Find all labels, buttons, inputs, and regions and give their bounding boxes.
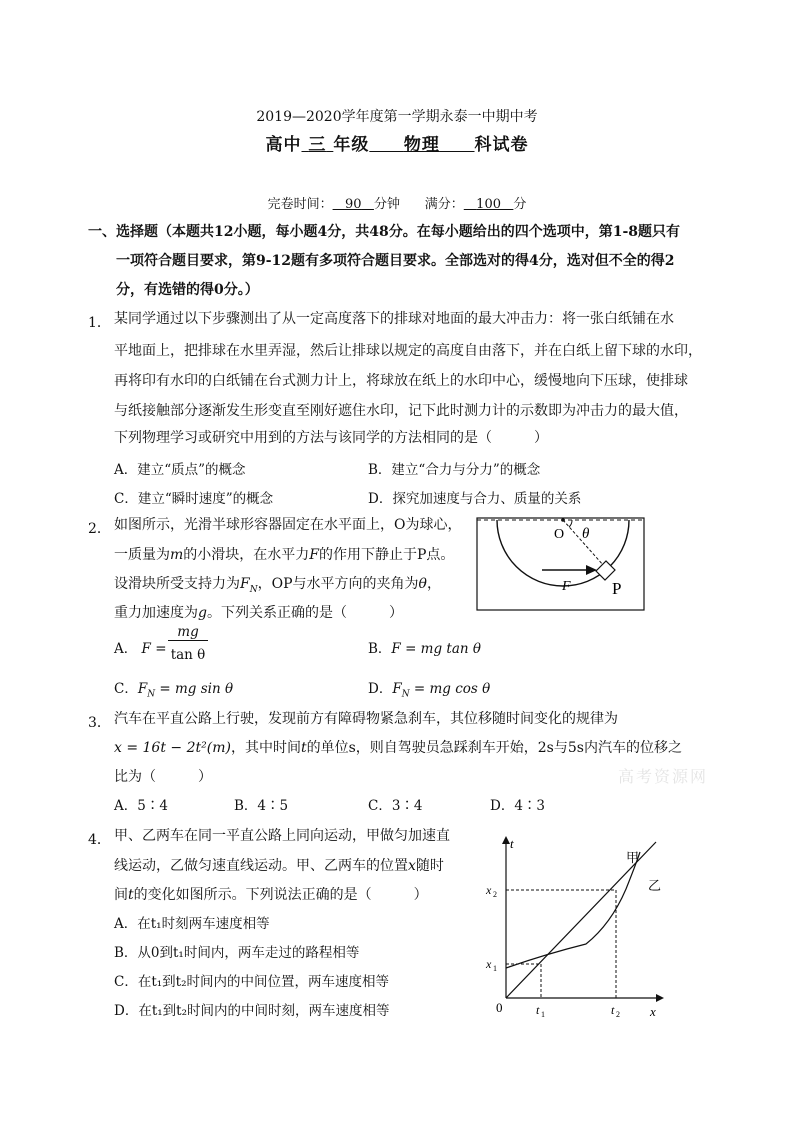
- q2-theta-symbol: θ: [418, 576, 427, 592]
- q2-c-sub: N: [147, 689, 156, 700]
- time-value: 90: [344, 197, 362, 212]
- q1-line5: 下列物理学习或研究中用到的方法与该同学的方法相同的是（ ）: [114, 430, 548, 446]
- title-prefix: 高中: [265, 135, 302, 155]
- q3-line2-a: ，其中时间: [230, 740, 301, 756]
- q4-line1: 甲、乙两车在同一平直公路上同向运动，甲做匀加速直: [114, 828, 450, 844]
- q1-option-b: B．建立“合力与分力”的概念: [368, 462, 541, 478]
- q2-c-fn: F: [137, 681, 148, 697]
- q4-line-yi: [506, 842, 656, 998]
- q2-d-rest: = mg cos θ: [409, 681, 491, 697]
- q2-fig-f-label: F: [562, 579, 571, 594]
- q4-x2-label: x: [486, 883, 492, 897]
- q4-curve-jia: [506, 852, 640, 968]
- q4-line3-a: 间: [114, 887, 128, 903]
- q2-a-label: A．: [114, 641, 138, 657]
- q4-x2-sub: 2: [493, 890, 497, 899]
- q4-xt-graph: [476, 834, 676, 1028]
- q2-a-lhs: F: [141, 641, 151, 657]
- q1-option-c: C．建立“瞬时速度”的概念: [114, 491, 274, 507]
- q4-yi-label: 乙: [648, 878, 662, 893]
- q2-option-c: [114, 677, 233, 700]
- q2-d-fn: F: [392, 681, 402, 697]
- q3-option-c: C．3∶4: [368, 798, 423, 814]
- q1-option-a: A．建立“质点”的概念: [114, 462, 246, 478]
- q2-c-rest: = mg sin θ: [155, 681, 234, 697]
- q3-option-d: D．4∶3: [490, 798, 546, 814]
- q4-line2-a: 线运动，乙做匀速直线运动。甲、乙两车的位置: [114, 858, 408, 874]
- q4-line3-b: 的变化如图所示。下列说法正确的是（ ）: [133, 887, 428, 903]
- score-unit: 分: [513, 197, 527, 212]
- time-label: 完卷时间：: [267, 197, 333, 212]
- subject-value: 物理: [403, 135, 440, 155]
- grade-value: 三: [308, 135, 327, 155]
- q4-jia-label: 甲: [626, 850, 640, 865]
- q2-fn-symbol: F: [240, 576, 250, 592]
- q3-number: 3．: [88, 715, 111, 731]
- q4-number: 4．: [88, 832, 111, 848]
- q2-force-symbol: F: [309, 547, 319, 563]
- q4-x-symbol: x: [408, 858, 416, 874]
- q4-option-b: B．从0到t₁时间内，两车走过的路程相等: [114, 945, 360, 961]
- q1-line1: 某同学通过以下步骤测出了从一定高度落下的排球对地面的最大冲击力：将一张白纸铺在水: [114, 311, 674, 327]
- q1-line2: 平地面上，把排球在水里弄湿，然后让排球以规定的高度自由落下，并在白纸上留下球的水印，: [114, 343, 702, 359]
- q2-line3-c: ，: [426, 576, 441, 592]
- q2-line4-b: 。下列关系正确的是（ ）: [206, 605, 403, 621]
- q4-t-axis-label: x: [650, 1004, 656, 1019]
- q3-t-symbol: t: [300, 740, 307, 756]
- school-line: 2019—2020学年度第一学期永泰一中期中考: [256, 109, 538, 125]
- q4-t2-sub: 2: [616, 1010, 620, 1019]
- q4-t2-label: t: [611, 1003, 615, 1017]
- q2-line4: [114, 599, 403, 628]
- q2-option-b: [368, 637, 481, 657]
- q2-mass-symbol: m: [170, 547, 184, 563]
- q3-line2: [114, 734, 724, 763]
- q2-line4-a: 重力加速度为: [114, 605, 198, 621]
- q4-x1-sub: 1: [493, 964, 497, 973]
- exam-title: [0, 130, 794, 155]
- q2-c-label: C．: [114, 681, 138, 697]
- q4-line2-b: 随时: [415, 858, 444, 874]
- q2-fig-theta-label: θ: [582, 526, 590, 542]
- score-label: 满分：: [424, 197, 464, 212]
- q2-option-a: A． F =: [114, 641, 167, 657]
- q4-t1-label: t: [536, 1003, 540, 1017]
- score-value: 100: [476, 197, 501, 212]
- q2-d-label: D．: [368, 681, 393, 697]
- q3-line1: 汽车在平直公路上行驶，发现前方有障碍物紧急刹车，其位移随时间变化的规律为: [114, 711, 618, 727]
- q2-a-denominator: tan θ: [170, 647, 206, 663]
- q2-fig-p-label: P: [612, 579, 622, 598]
- q2-line2-a: 一质量为: [114, 547, 170, 563]
- watermark: 高考资源网: [618, 767, 709, 786]
- q2-b-label: B．: [368, 641, 392, 657]
- q2-d-sub: N: [401, 689, 410, 700]
- q3-option-b: B．4∶5: [234, 798, 289, 814]
- q4-origin-label: 0: [496, 1000, 503, 1015]
- q1-line4: 与纸接触部分逐渐发生形变直至刚好遮住水印，记下此时测力计的示数即为冲击力的最大值，: [114, 403, 688, 419]
- q4-line3: [114, 881, 428, 910]
- q2-bowl-figure: [476, 516, 646, 612]
- q2-number: 2．: [88, 521, 111, 537]
- q3-equation: x = 16t − 2t²(m): [114, 740, 231, 756]
- title-mid: 年级: [333, 135, 370, 155]
- q2-line3-a: 设滑块所受支持力为: [114, 576, 240, 592]
- q2-line3-b: ，OP与水平方向的夹角为: [257, 576, 419, 592]
- q4-t1-sub: 1: [541, 1010, 545, 1019]
- q2-a-numerator: mg: [168, 624, 208, 641]
- q3-line2-b: 的单位s，则自驾驶员急踩刹车开始，2s与5s内汽车的位移之: [306, 740, 682, 756]
- q2-option-d: [368, 677, 490, 700]
- q2-fig-o-label: O: [554, 527, 565, 542]
- q4-x1-label: x: [486, 957, 492, 971]
- q4-x-axis-label: t: [510, 836, 514, 851]
- q2-line2: [114, 541, 454, 570]
- section-heading-line2: 一项符合题目要求，第9-12题有多项符合题目要求。全部选对的得4分，选对但不全的得2: [116, 253, 675, 269]
- q2-b-expr: F = mg tan θ: [391, 641, 482, 657]
- q4-line2: [114, 852, 444, 881]
- time-score-line: [0, 193, 794, 212]
- q1-number: 1．: [88, 315, 111, 331]
- q4-t-arrow: [656, 994, 664, 1002]
- q2-line2-c: 的作用下静止于P点。: [319, 547, 455, 563]
- q2-force-arrowhead: [586, 565, 597, 575]
- q4-option-c: C．在t₁到t₂时间内的中间位置，两车速度相等: [114, 974, 390, 990]
- q4-x-arrow: [502, 836, 510, 844]
- q4-option-d: D．在t₁到t₂时间内的中间时刻，两车速度相等: [114, 1003, 390, 1019]
- q2-fn-sub: N: [249, 584, 258, 595]
- section-heading-line3: 分，有选错的得0分。）: [116, 282, 259, 298]
- q4-option-a: A．在t₁时刻两车速度相等: [114, 916, 270, 932]
- section-heading-line1: 一、选择题（本题共12小题，每小题4分，共48分。在每小题给出的四个选项中，第1-8题只有: [88, 224, 680, 240]
- q2-theta-arc: [569, 520, 572, 527]
- time-unit: 分钟: [373, 197, 400, 212]
- title-suffix: 科试卷: [474, 135, 529, 155]
- q2-g-symbol: g: [198, 605, 207, 621]
- q3-line3: 比为（ ）: [114, 769, 212, 785]
- q2-line1: 如图所示，光滑半球形容器固定在水平面上，O为球心，: [114, 517, 462, 533]
- q2-line2-b: 的小滑块，在水平力: [183, 547, 310, 563]
- q1-line3: 再将印有水印的白纸铺在台式测力计上，将球放在纸上的水印中心，缓慢地向下压球，使排球: [114, 373, 688, 389]
- q3-option-a: A．5∶4: [114, 798, 168, 814]
- q4-t-symbol: t: [128, 887, 134, 903]
- q1-option-d: D．探究加速度与合力、质量的关系: [368, 491, 582, 507]
